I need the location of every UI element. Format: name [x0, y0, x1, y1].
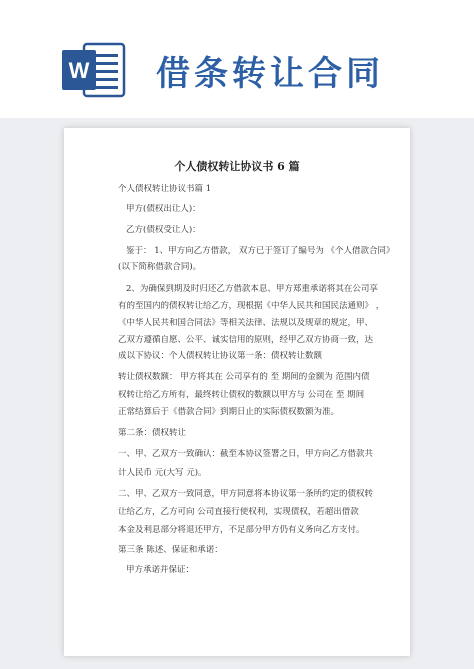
doc-line: 乙双方遵循自愿、公平、诚实信用的原则，经甲乙双方协商一致，达	[118, 335, 374, 345]
doc-line: 二、甲、乙双方一致同意，甲方同意将本协议第一条所约定的债权转	[118, 489, 374, 499]
doc-line: 本金及利息部分将退还甲方，不足部分甲方仍有义务向乙方支付。	[118, 525, 365, 535]
doc-line: 权转让给乙方所有，最终转让债权的数额以甲方与 公司在 至 期间	[118, 390, 365, 400]
svg-text:W: W	[68, 58, 90, 83]
doc-line: 2、为确保到期及时归还乙方借款本息、甲方郑重承诺将其在公司享	[126, 284, 378, 294]
header-banner	[0, 0, 474, 118]
banner-title: 借条转让合同	[156, 54, 384, 94]
document-title: 个人债权转让协议书 6 篇	[174, 160, 300, 173]
doc-line: 鉴于： 1、甲方向乙方借款， 双方已于签订了编号为 《个人借款合同》	[126, 246, 395, 256]
doc-line: 《中华人民共和国合同法》等相关法律、法规以及规章的规定，甲、	[118, 318, 374, 328]
doc-line: 甲方承诺并保证：	[126, 565, 195, 575]
doc-line: 个人债权转让协议书篇 1	[118, 184, 212, 194]
doc-line: 让给乙方，乙方可向 公司直接行使权利，实现债权，若超出借款	[118, 507, 359, 517]
doc-line: 计人民币 元(大写 元)。	[118, 468, 207, 478]
word-document-icon	[62, 42, 126, 98]
doc-line: 正常结算后于《借款合同》到期日止的实际债权数额为准。	[118, 407, 340, 417]
doc-line: 转让债权数额： 甲方将其在 公司享有的 至 期间的金额为 范围内债	[118, 372, 370, 382]
doc-line: 第二条：债权转让	[118, 428, 187, 438]
doc-line: 乙方(债权受让人)：	[126, 225, 201, 235]
doc-line: 甲方(债权出让人)：	[126, 204, 201, 214]
doc-line: 一、甲、乙双方一致确认：截至本协议签署之日，甲方向乙方借款共	[118, 449, 374, 459]
document-page	[64, 128, 410, 656]
doc-line: (以下简称借款合同)。	[118, 262, 202, 272]
doc-line: 成以下协议：个人债权转让协议第一条：债权转让数额	[118, 351, 323, 361]
doc-line: 有的至国内的债权转让给乙方，现根据《中华人民共和国民法通则》 ，	[118, 301, 385, 311]
doc-line: 第三条 陈述、保证和承诺：	[118, 545, 223, 555]
